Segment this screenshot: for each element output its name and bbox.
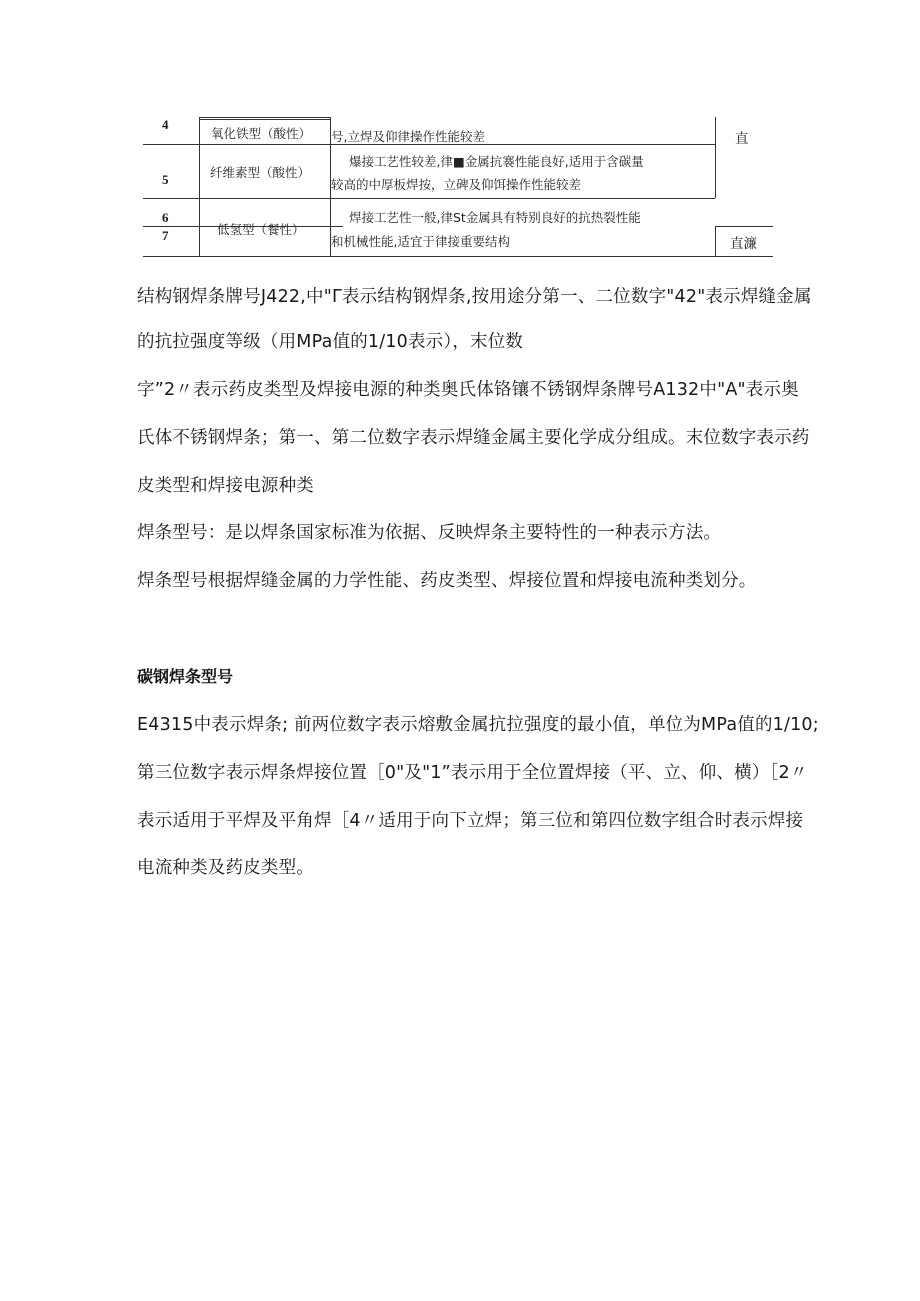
table-rule <box>199 119 330 120</box>
paragraph-line: 字”2〃表示药皮类型及焊接电源的种类奥氏体铬镶不锈钢焊条牌号A132中"A"表示奥 <box>137 380 799 400</box>
paragraph-line: 的抗拉强度等级（用MPa值的1/10表示），末位数 <box>137 332 524 352</box>
paragraph-line: 表示适用于平焊及平角焊［4〃适用于向下立焊；第三位和第四位数字组合时表示焊接 <box>137 811 804 831</box>
coating-type: 纤维素型（酸性） <box>210 165 311 180</box>
table-rule <box>199 117 330 118</box>
row-description: 号,立焊及仰律操作性能较差 <box>331 129 485 144</box>
table-rule <box>143 256 773 257</box>
paragraph-line: 焊条型号：是以焊条国家标准为依据、反映焊条主要特性的一种表示方法。 <box>137 523 722 543</box>
section-heading: 碳钢焊条型号 <box>137 667 234 686</box>
table-rule <box>715 226 773 227</box>
current-type: 直 <box>735 131 749 147</box>
row-number: 7 <box>162 228 169 243</box>
paragraph-line: 皮类型和焊接电源种类 <box>137 476 314 496</box>
row-number: 5 <box>162 172 169 187</box>
coating-type: 低氢型（餐性） <box>217 222 305 237</box>
current-type: 直濂 <box>730 236 757 252</box>
coating-type: 氧化铁型（酸性） <box>211 126 312 141</box>
row-description: 爆接工艺性较差,律■金属抗褰性能良好,适用于含碳量 <box>349 154 644 169</box>
table-rule <box>715 117 716 198</box>
row-number: 4 <box>162 117 169 132</box>
row-description: 和机械性能,适宜于律接重要结构 <box>331 234 510 249</box>
table-rule <box>715 226 716 256</box>
paragraph-line: 焊条型号根据焊缝金属的力学性能、药皮类型、焊接位置和焊接电流种类划分。 <box>137 571 757 591</box>
paragraph-line: 结构钢焊条牌号J422,中"Γ表示结构钢焊条,按用途分第一、二位数字"42"表示焊缝金属 <box>137 287 812 307</box>
paragraph-line: E4315中表示焊条; 前两位数字表示熔敷金属抗拉强度的最小值，单位为MPa值的1/10; <box>137 715 819 735</box>
table-rule <box>143 198 715 199</box>
row-description: 焊接工艺性一般,律St金属具有特别良好的抗热裂性能 <box>349 210 641 225</box>
paragraph-line: 电流种类及药皮类型。 <box>137 858 314 878</box>
paragraph-line: 氏体不锈钢焊条；第一、第二位数字表示焊缝金属主要化学成分组成。末位数字表示药 <box>137 428 810 448</box>
paragraph-line: 第三位数字表示焊条焊接位置［0"及"1”表示用于全位置焊接（平、立、仰、横）［2〃 <box>137 763 808 783</box>
row-number: 6 <box>162 210 169 225</box>
row-description: 较高的中厚板焊按，立碑及仰饵操作性能较差 <box>331 177 582 192</box>
table-rule <box>199 117 200 256</box>
